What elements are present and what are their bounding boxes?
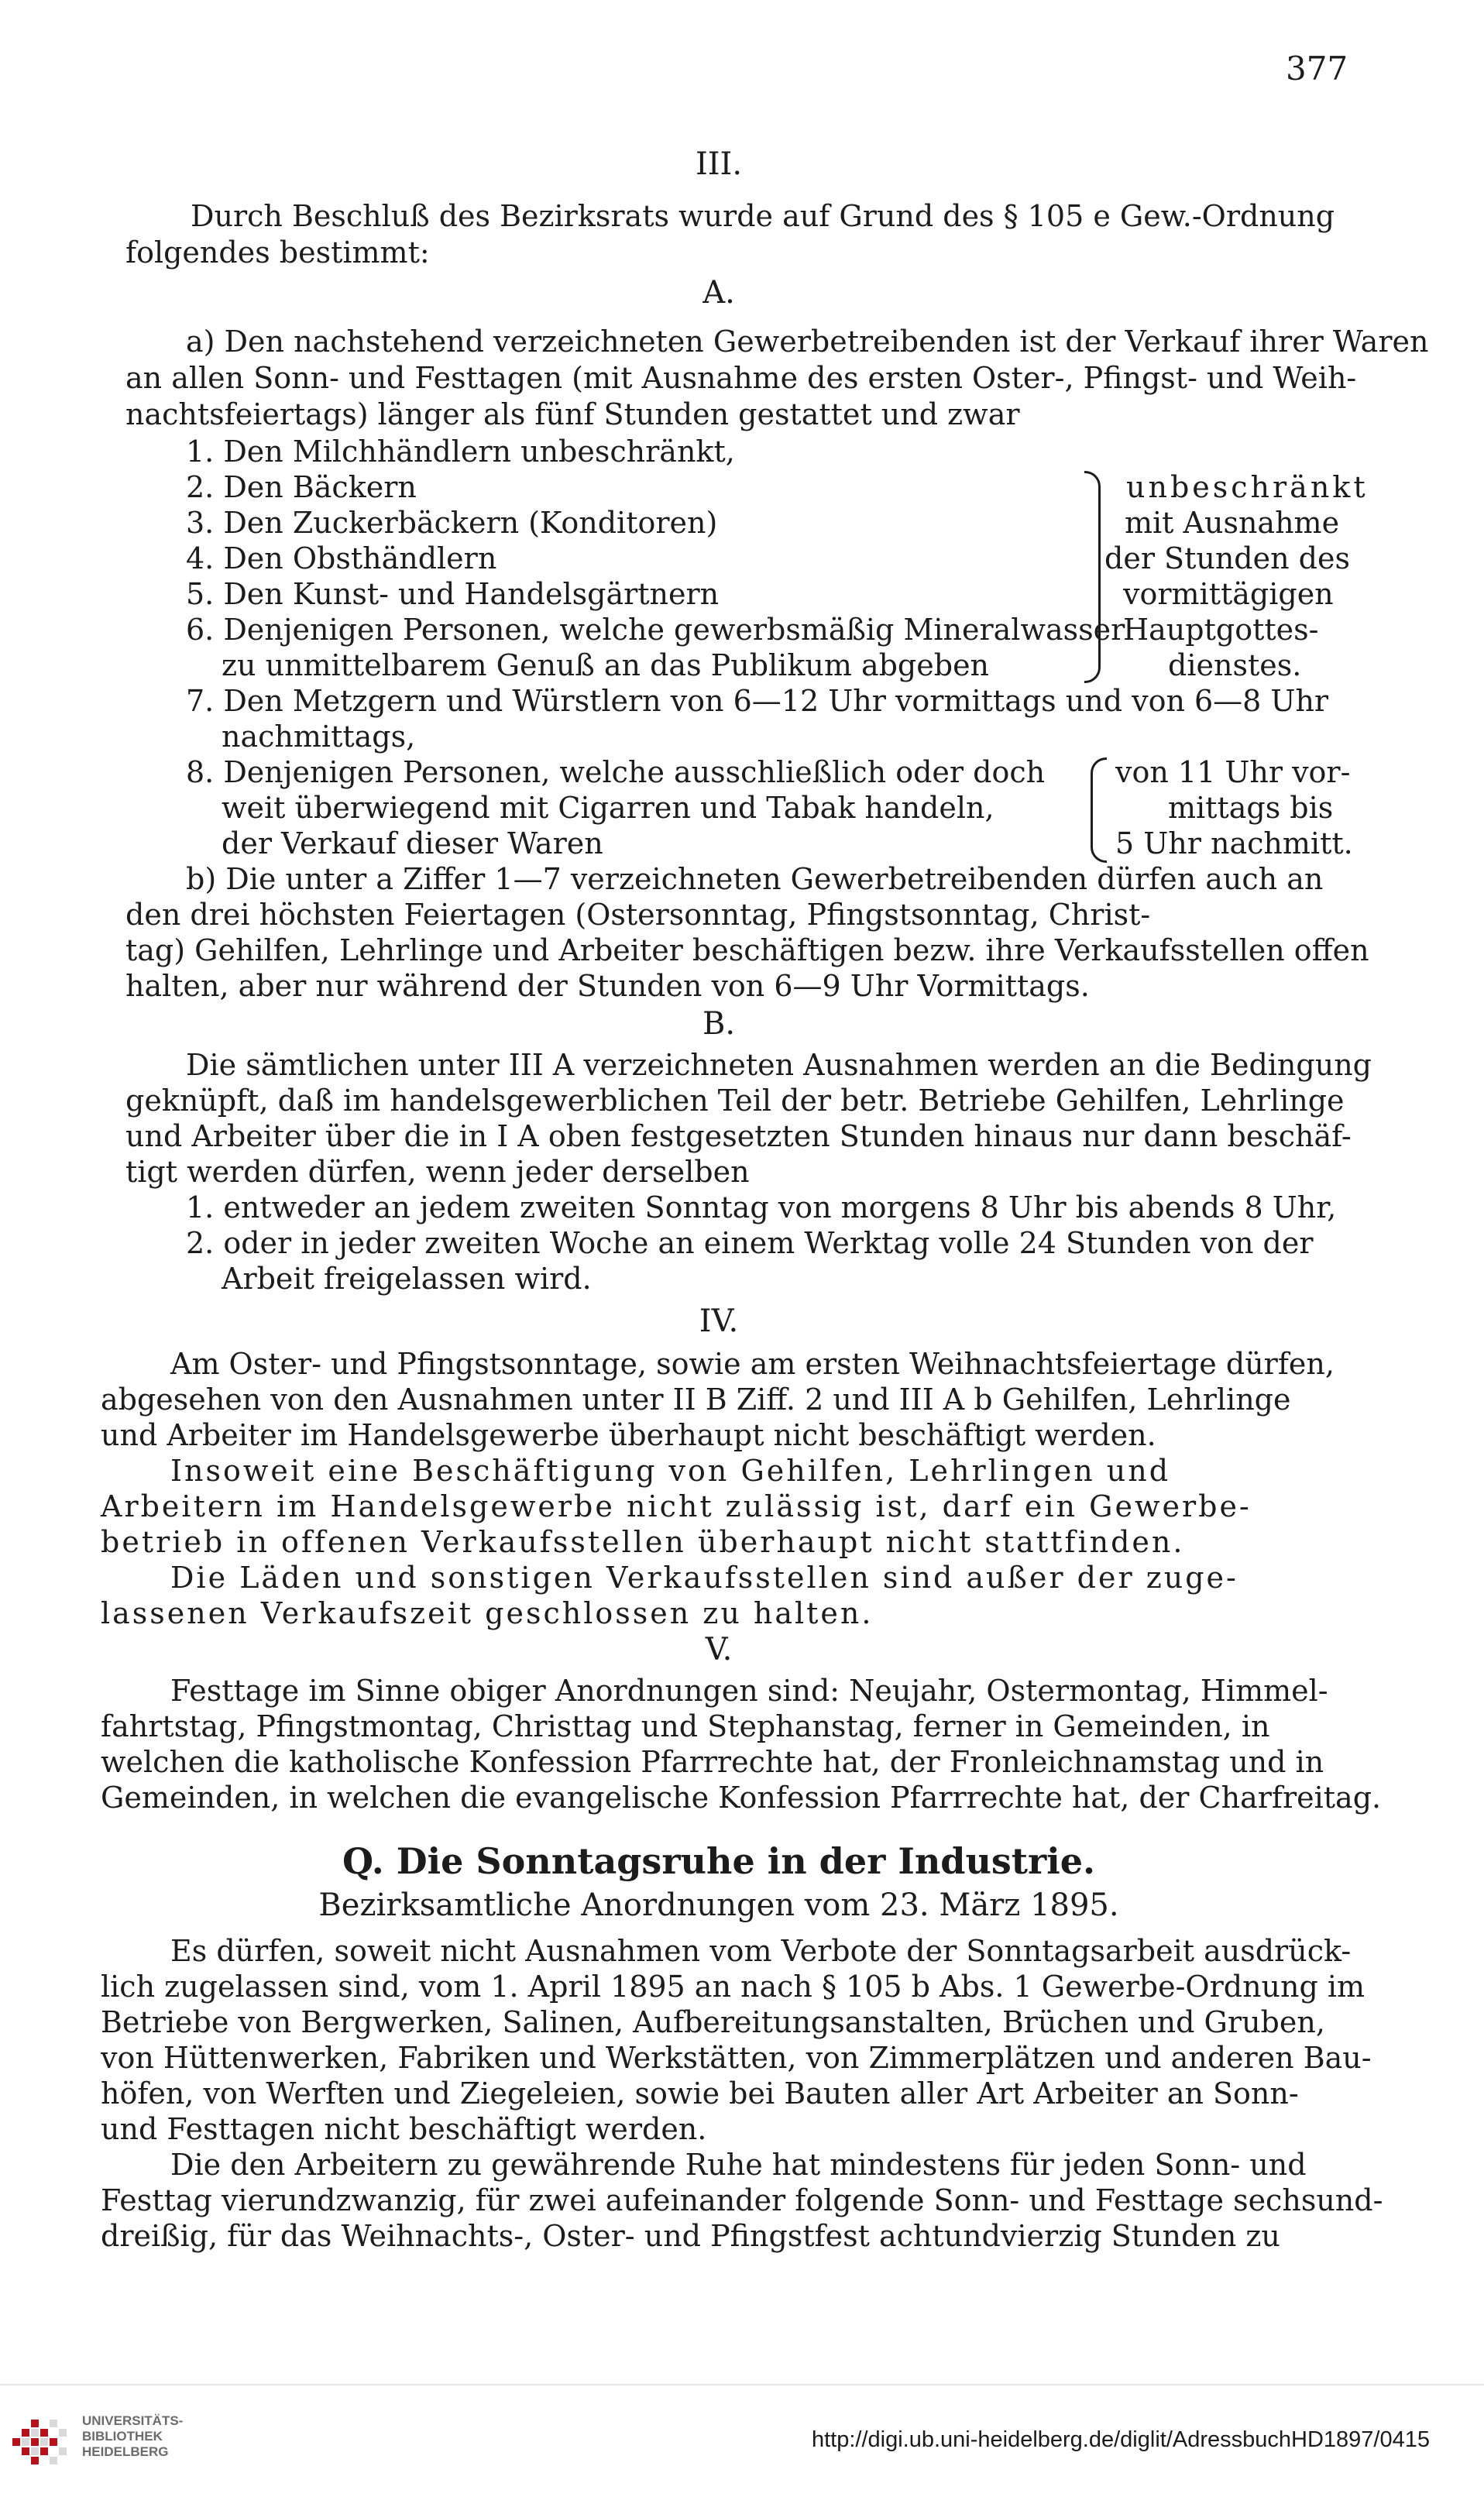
sec-q-line: höfen, von Werften und Ziegeleien, sowie bei Bauten aller Art Arbeiter an Sonn- bbox=[101, 2076, 1299, 2111]
sec3-b-line: tag) Gehilfen, Lehrlinge und Arbeiter beschäftigen bezw. ihre Verkaufsstellen offen bbox=[125, 933, 1369, 967]
sec3-b-line: den drei höchsten Feiertagen (Ostersonntag, Pfingstsonntag, Christ- bbox=[125, 898, 1151, 932]
sec-q-line: lich zugelassen sind, vom 1. April 1895 an nach § 105 b Abs. 1 Gewerbe-Ordnung im bbox=[101, 1970, 1365, 2004]
sec3-list-item: 2. Den Bäckern bbox=[186, 470, 417, 504]
sec3-list-item: 7. Den Metzgern und Würstlern von 6—12 Uhr vormittags und von 6—8 Uhr bbox=[186, 684, 1329, 718]
sec3-bsec-line: Die sämtlichen unter III A verzeichneten Ausnahmen werden an die Bedingung bbox=[186, 1048, 1372, 1082]
sec-q-line: Festtag vierundzwanzig, für zwei aufeinander folgende Sonn- und Festtage sechsund- bbox=[101, 2183, 1383, 2217]
sec3-list-item: zu unmittelbarem Genuß an das Publikum abgeben bbox=[222, 648, 990, 682]
sec-q-line: von Hüttenwerken, Fabriken und Werkstätten, von Zimmerplätzen und anderen Bau- bbox=[101, 2041, 1372, 2075]
sec3-b-line: halten, aber nur während der Stunden von 6—9 Uhr Vormittags. bbox=[125, 969, 1090, 1003]
sec5-line: fahrtstag, Pfingstmontag, Christtag und Stephanstag, ferner in Gemeinden, in bbox=[101, 1709, 1270, 1743]
library-name-line: HEIDELBERG bbox=[82, 2444, 169, 2459]
sec4-line: Die Läden und sonstigen Verkaufsstellen sind außer der zuge- bbox=[170, 1561, 1238, 1595]
sec-q-line: und Festtagen nicht beschäftigt werden. bbox=[101, 2112, 707, 2146]
sec4-line: betrieb in offenen Verkaufsstellen überhaupt nicht stattfinden. bbox=[101, 1525, 1185, 1559]
library-name-line: BIBLIOTHEK bbox=[82, 2429, 163, 2444]
sec3-bsec-line: und Arbeiter über die in I A oben festgesetzten Stunden hinaus nur dann beschäf- bbox=[125, 1119, 1352, 1153]
sec3-a-line: an allen Sonn- und Festtagen (mit Ausnahme des ersten Oster-, Pfingst- und Weih- bbox=[125, 361, 1357, 395]
sec3-bsec-line: 1. entweder an jedem zweiten Sonntag von morgens 8 Uhr bis abends 8 Uhr, bbox=[186, 1190, 1337, 1224]
university-library-logo-icon bbox=[11, 2412, 74, 2472]
sec3-list-item: der Verkauf dieser Waren bbox=[222, 826, 603, 860]
bracket-1-line: unbeschränkt bbox=[1126, 470, 1369, 504]
bracket-1-line: dienstes. bbox=[1168, 648, 1302, 682]
bracket-2-line: von 11 Uhr vor- bbox=[1115, 755, 1351, 789]
section-5-numeral: V. bbox=[705, 1632, 733, 1668]
section-4-numeral: IV. bbox=[699, 1303, 739, 1339]
sec4-line: abgesehen von den Ausnahmen unter II B Ziff. 2 und III A b Gehilfen, Lehrlinge bbox=[101, 1382, 1291, 1417]
sec4-line: und Arbeiter im Handelsgewerbe überhaupt nicht beschäftigt werden. bbox=[101, 1418, 1156, 1452]
sec-q-line: Es dürfen, soweit nicht Ausnahmen vom Verbote der Sonntagsarbeit ausdrück- bbox=[170, 1934, 1352, 1968]
library-name-line: UNIVERSITÄTS- bbox=[82, 2413, 184, 2428]
source-url-link[interactable]: http://digi.ub.uni-heidelberg.de/diglit/AdressbuchHD1897/0415 bbox=[811, 2427, 1430, 2452]
sec3-list-item: nachmittags, bbox=[222, 720, 416, 754]
sec3-list-item: 3. Den Zuckerbäckern (Konditoren) bbox=[186, 506, 718, 540]
sec4-line: Arbeitern im Handelsgewerbe nicht zulässig ist, darf ein Gewerbe- bbox=[101, 1489, 1252, 1523]
sec3-bsec-line: tigt werden dürfen, wenn jeder derselben bbox=[125, 1155, 750, 1189]
sec5-line: Gemeinden, in welchen die evangelische Konfession Pfarrrechte hat, der Charfreitag. bbox=[101, 1781, 1382, 1815]
sec-q-line: dreißig, für das Weihnachts-, Oster- und Pfingstfest achtundvierzig Stunden zu bbox=[101, 2219, 1280, 2253]
sec3-list-item: 5. Den Kunst- und Handelsgärtnern bbox=[186, 577, 720, 611]
library-name bbox=[82, 2413, 183, 2460]
sec3-intro-line: folgendes bestimmt: bbox=[125, 235, 430, 270]
sec3-b-line: b) Die unter a Ziffer 1—7 verzeichneten Gewerbetreibenden dürfen auch an bbox=[186, 862, 1324, 896]
section-3-numeral: III. bbox=[695, 146, 743, 182]
bracket-1 bbox=[1084, 471, 1101, 683]
sec3-intro-line: Durch Beschluß des Bezirksrats wurde auf Grund des § 105 e Gew.-Ordnung bbox=[191, 199, 1335, 233]
sec3-list-item: 1. Den Milchhändlern unbeschränkt, bbox=[186, 434, 735, 469]
sec3-a-line: a) Den nachstehend verzeichneten Gewerbetreibenden ist der Verkauf ihrer Waren bbox=[186, 325, 1429, 359]
sec3-list-item: 6. Denjenigen Personen, welche gewerbsmäßig Mineralwasser bbox=[186, 613, 1125, 647]
bracket-2 bbox=[1091, 757, 1107, 863]
sec-q-line: Betriebe von Bergwerken, Salinen, Aufbereitungsanstalten, Brüchen und Gruben, bbox=[101, 2005, 1325, 2039]
sec3-bsec-line: geknüpft, daß im handelsgewerblichen Teil der betr. Betriebe Gehilfen, Lehrlinge bbox=[125, 1084, 1345, 1118]
sec4-line: Insoweit eine Beschäftigung von Gehilfen, Lehrlingen und bbox=[170, 1454, 1171, 1488]
bracket-1-line: vormittägigen bbox=[1123, 577, 1334, 611]
section-3-letter-a: A. bbox=[702, 275, 735, 311]
sec3-list-item: 4. Den Obsthändlern bbox=[186, 541, 497, 575]
bracket-1-line: Hauptgottes- bbox=[1123, 613, 1319, 647]
sec3-a-line: nachtsfeiertags) länger als fünf Stunden gestattet und zwar bbox=[125, 397, 1020, 431]
sec3-bsec-line: 2. oder in jeder zweiten Woche an einem Werktag volle 24 Stunden von der bbox=[186, 1226, 1314, 1260]
section-q-heading: Q. Die Sonntagsruhe in der Industrie. bbox=[342, 1840, 1096, 1882]
section-3-letter-b: B. bbox=[702, 1006, 736, 1042]
sec-q-line: Die den Arbeitern zu gewährende Ruhe hat mindestens für jeden Sonn- und bbox=[170, 2148, 1307, 2182]
sec3-list-item: weit überwiegend mit Cigarren und Tabak handeln, bbox=[222, 791, 994, 825]
bracket-1-line: der Stunden des bbox=[1104, 541, 1350, 575]
sec5-line: Festtage im Sinne obiger Anordnungen sind: Neujahr, Ostermontag, Himmel- bbox=[170, 1674, 1328, 1708]
sec3-bsec-line: Arbeit freigelassen wird. bbox=[222, 1262, 592, 1296]
sec3-list-item: 8. Denjenigen Personen, welche ausschließlich oder doch bbox=[186, 755, 1046, 789]
bracket-1-line: mit Ausnahme bbox=[1125, 506, 1340, 540]
bracket-2-line: 5 Uhr nachmitt. bbox=[1115, 826, 1353, 860]
page-number: 377 bbox=[1286, 50, 1348, 88]
section-q-subheading: Bezirksamtliche Anordnungen vom 23. März 1895. bbox=[318, 1887, 1119, 1923]
sec4-line: lassenen Verkaufszeit geschlossen zu halten. bbox=[101, 1596, 874, 1630]
bracket-2-line: mittags bis bbox=[1168, 791, 1334, 825]
sec4-line: Am Oster- und Pfingstsonntage, sowie am ersten Weihnachtsfeiertage dürfen, bbox=[170, 1347, 1335, 1381]
sec5-line: welchen die katholische Konfession Pfarrrechte hat, der Fronleichnamstag und in bbox=[101, 1745, 1324, 1779]
